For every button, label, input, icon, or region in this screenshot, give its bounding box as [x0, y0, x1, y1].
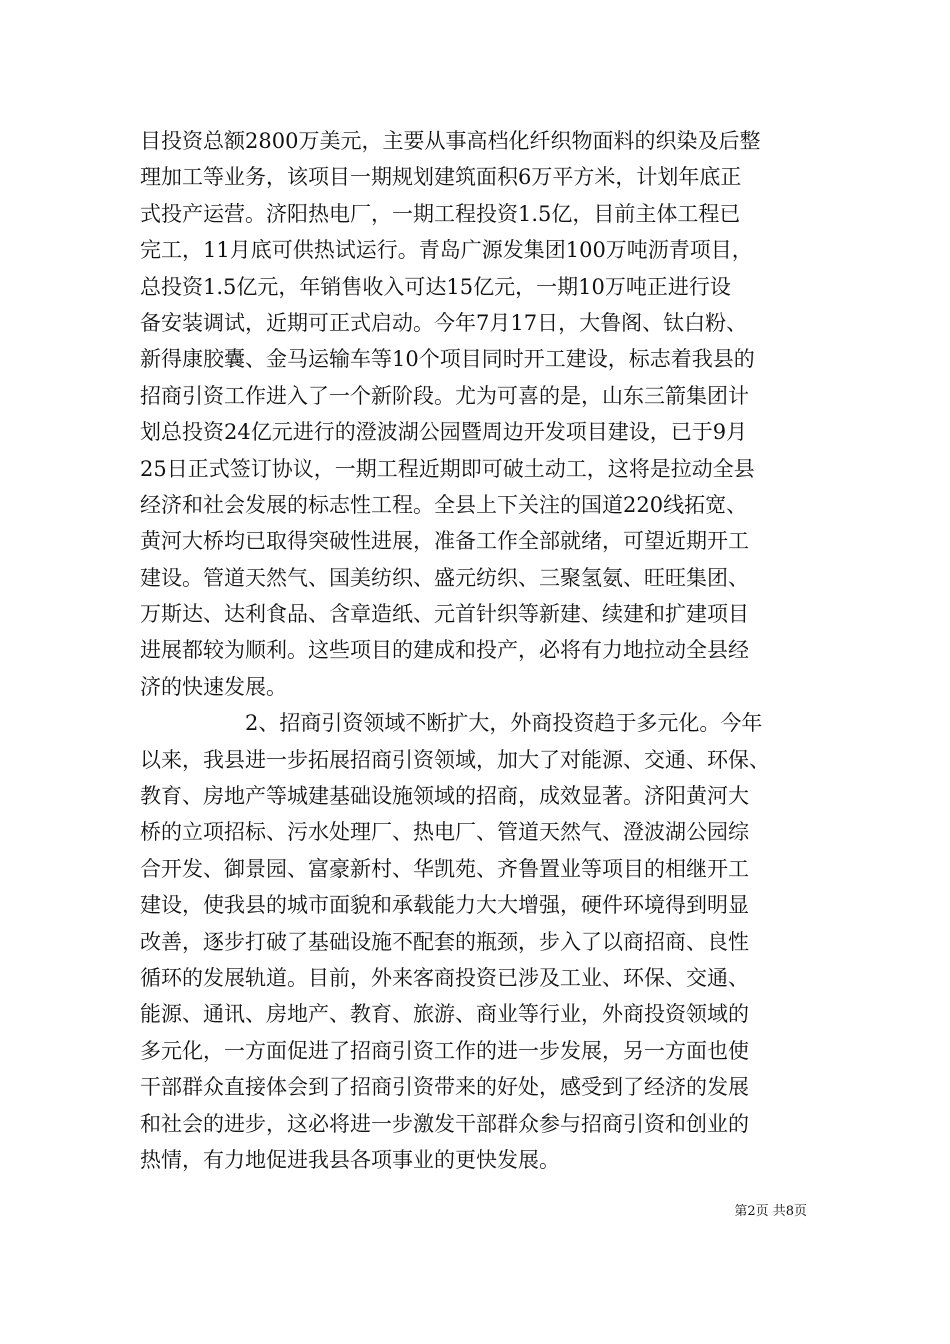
text-line: 和社会的进步，这必将进一步激发干部群众参与招商引资和创业的 — [140, 1111, 749, 1136]
text-line: 进展都较为顺利。这些项目的建成和投产，必将有力地拉动全县经 — [140, 638, 749, 663]
paragraph-heading-line: 2、招商引资领域不断扩大，外商投资趋于多元化。今年 — [245, 711, 763, 736]
text-line: 万斯达、达利食品、含章造纸、元首针织等新建、续建和扩建项目 — [140, 602, 749, 627]
text-line: 桥的立项招标、污水处理厂、热电厂、管道天然气、澄波湖公园综 — [140, 820, 749, 845]
text-line: 干部群众直接体会到了招商引资带来的好处，感受到了经济的发展 — [140, 1075, 749, 1100]
text-line: 多元化，一方面促进了招商引资工作的进一步发展，另一方面也使 — [140, 1038, 749, 1063]
text-line: 招商引资工作进入了一个新阶段。尤为可喜的是，山东三箭集团计 — [140, 383, 749, 408]
page-number-footer: 第2页 共8页 — [734, 1204, 807, 1219]
text-line: 总投资1.5亿元，年销售收入可达15亿元，一期10万吨正进行设 — [140, 274, 731, 299]
text-line: 经济和社会发展的标志性工程。全县上下关注的国道220线拓宽、 — [140, 492, 748, 517]
text-line: 25日正式签订协议，一期工程近期即可破土动工，这将是拉动全县 — [140, 456, 755, 481]
text-line: 合开发、御景园、富豪新村、华凯苑、齐鲁置业等项目的相继开工 — [140, 856, 749, 881]
text-line: 目投资总额2800万美元，主要从事高档化纤织物面料的织染及后整 — [140, 129, 761, 153]
text-line: 能源、通讯、房地产、教育、旅游、商业等行业，外商投资领域的 — [140, 1002, 749, 1027]
text-line: 改善，逐步打破了基础设施不配套的瓶颈，步入了以商招商、良性 — [140, 929, 749, 954]
text-line: 建设，使我县的城市面貌和承载能力大大增强，硬件环境得到明显 — [140, 893, 749, 918]
text-line: 黄河大桥均已取得突破性进展，准备工作全部就绪，可望近期开工 — [140, 529, 749, 554]
document-body — [140, 123, 820, 1178]
text-line: 热情，有力地促进我县各项事业的更快发展。 — [140, 1147, 560, 1172]
text-line: 济的快速发展。 — [140, 674, 287, 699]
text-line: 完工，11月底可供热试运行。青岛广源发集团100万吨沥青项目， — [140, 238, 753, 263]
text-line: 以来，我县进一步拓展招商引资领域，加大了对能源、交通、环保、 — [140, 747, 770, 772]
text-line: 教育、房地产等城建基础设施领域的招商，成效显著。济阳黄河大 — [140, 784, 749, 809]
text-line: 式投产运营。济阳热电厂，一期工程投资1.5亿，目前主体工程已 — [140, 201, 741, 226]
text-line: 循环的发展轨道。目前，外来客商投资已涉及工业、环保、交通、 — [140, 965, 749, 990]
text-line: 划总投资24亿元进行的澄波湖公园暨周边开发项目建设，已于9月 — [140, 420, 748, 445]
text-line: 理加工等业务，该项目一期规划建筑面积6万平方米，计划年底正 — [140, 165, 742, 190]
text-line: 备安装调试，近期可正式启动。今年7月17日，大鲁阁、钛白粉、 — [140, 310, 748, 335]
text-line: 建设。管道天然气、国美纺织、盛元纺织、三聚氢氨、旺旺集团、 — [140, 565, 749, 590]
text-line: 新得康胶囊、金马运输车等10个项目同时开工建设，标志着我县的 — [140, 347, 755, 372]
